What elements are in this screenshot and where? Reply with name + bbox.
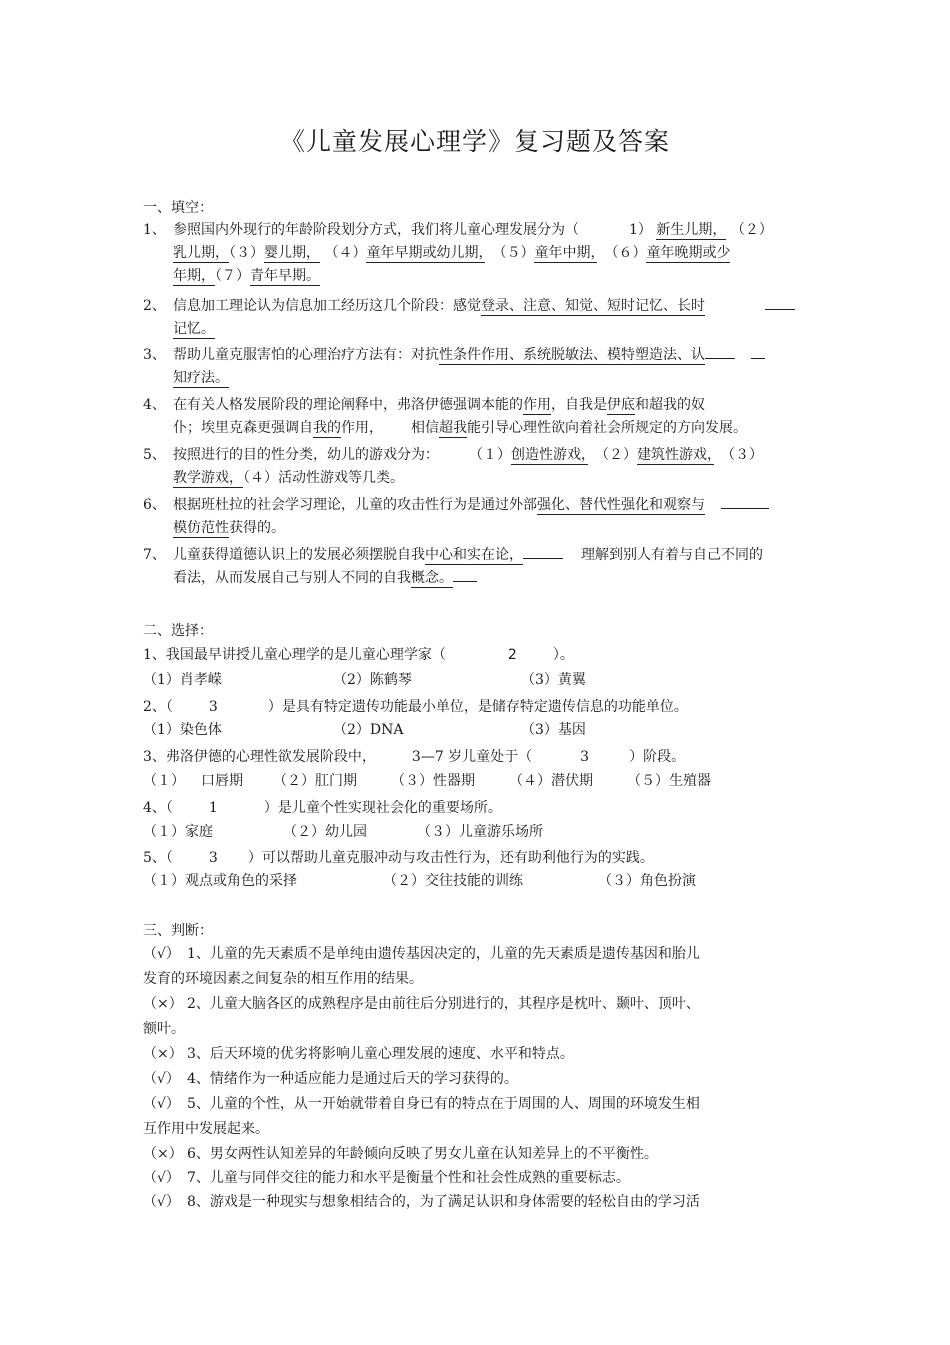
judge-item-1: （√） 1、儿童的先天素质不是单纯由遗传基因决定的，儿童的先天素质是遗传基因和胎儿 发育的环境因素之间复杂的相互作用的结果。 bbox=[143, 946, 700, 987]
choice-question-4: 4、（ 1 ）是儿童个性实现社会化的重要场所。 bbox=[143, 800, 502, 816]
fill-question-3: 3、 帮助儿童克服害怕的心理治疗方法有：对抗性条件作用、系统脱敏法、模特塑造法、认 知疗法。 bbox=[143, 344, 808, 390]
choice-question-2: 2、（ 3 ）是具有特定遗传功能最小单位，是储存特定遗传信息的功能单位。 bbox=[143, 699, 688, 715]
judge-item-8: （√） 8、游戏是一种现实与想象相结合的，为了满足认识和身体需要的轻松自由的学习活 bbox=[143, 1194, 700, 1210]
judge-item-7: （√） 7、儿童与同伴交往的能力和水平是衡量个性和社会性成熟的重要标志。 bbox=[143, 1170, 630, 1186]
judge-item-4: （√） 4、情绪作为一种适应能力是通过后天的学习获得的。 bbox=[143, 1071, 518, 1087]
choice-question-5: 5、（ 3 ）可以帮助儿童克服冲动与攻击性行为，还有助利他行为的实践。 bbox=[143, 850, 654, 866]
judge-item-2: （×） 2、儿童大脑各区的成熟程序是由前往后分别进行的，其程序是枕叶、颞叶、顶叶、 额叶。 bbox=[143, 996, 700, 1037]
choice-question-1: 1、我国最早讲授儿童心理学的是儿童心理学家（ 2 ）。 bbox=[143, 647, 574, 663]
judge-item-6: （×） 6、男女两性认知差异的年龄倾向反映了男女儿童在认知差异上的不平衡性。 bbox=[143, 1146, 658, 1162]
section-heading-choice: 二、选择： bbox=[143, 623, 213, 639]
section-heading-judge: 三、判断： bbox=[143, 923, 213, 939]
fill-question-6: 6、 根据班杜拉的社会学习理论，儿童的攻击性行为是通过外部强化、替代性强化和观察与 模仿范性获得的。 bbox=[143, 494, 808, 540]
judge-item-5: （√） 5、儿童的个性，从一开始就带着自身已有的特点在于周围的人、周围的环境发生相 互作用中发展起来。 bbox=[143, 1096, 700, 1137]
choice-question-3: 3、弗洛伊德的心理性欲发展阶段中， 3—7 岁儿童处于（ 3 ）阶段。 bbox=[143, 749, 686, 765]
fill-question-2: 2、 信息加工理论认为信息加工经历这几个阶段：感觉登录、注意、知觉、短时记忆、长时 记忆。 bbox=[143, 295, 808, 341]
fill-question-5: 5、 按照进行的目的性分类，幼儿的游戏分为： （１）创造性游戏， （２）建筑性游戏， （３） 教学游戏，（４）活动性游戏等几类。 bbox=[143, 447, 763, 486]
fill-question-1: 1、 参照国内外现行的年龄阶段划分方式，我们将儿童心理发展分为（ 1） 新生儿期， （２） 乳儿期，（３）婴儿期， （４）童年早期或幼儿期， （５）童年中期， （６）童年晚期或少 年期，（７）青年早期。 bbox=[143, 222, 773, 284]
section-heading-fill: 一、填空： bbox=[143, 200, 213, 216]
fill-question-4: 4、 在有关人格发展阶段的理论阐释中，弗洛伊德强调本能的作用，自我是伊底和超我的奴 仆；埃里克森更强调自我的作用， 相信超我能引导心理性欲向着社会所规定的方向发展。 bbox=[143, 397, 747, 436]
fill-question-7: 7、 儿童获得道德认识上的发展必须摆脱自我中心和实在论， 理解到别人有着与自己不同的 看法，从而发展自己与别人不同的自我概念。 bbox=[143, 547, 763, 586]
judge-item-3: （×） 3、后天环境的优劣将影响儿童心理发展的速度、水平和特点。 bbox=[143, 1046, 574, 1062]
document-page: 《儿童发展心理学》复习题及答案 一、填空： 1、 参照国内外现行的年龄阶段划分方式，我们将儿童心理发展分为（ 1） 新生儿期， （２） 乳儿期，（３）婴儿期， （４）童年早期或幼儿期， （５）童年中期， （６）童年晚期或少 年期，（７）青年早期。 2、 信息加工理论认为信息加工经历这几个阶段：感觉登录、注意、知觉、短时记忆、长时 记忆。 3、 帮助儿童克服害怕的心理治疗方法有：对抗性条件作用、系统脱敏法、模特塑造法、认 知疗法。 4、 在有关人格发展阶段的理论阐释中，弗洛伊德强调本能的作用，自我是伊底和超我的奴 仆；埃里克森更强调自我的作用， 相信超我能引导心理性欲向着社会所规定的方向发展。 5、 按照进行的目的性分类，幼儿的游戏分为： （１）创造性游戏， （２）建筑性游戏， （３） 教学游戏，（４）活动性游戏等几类。 6、 根据班杜拉的社会学习理论，儿童的攻击性行为是通过外部强化、替代性强化和观察与 模仿范性获得的。 7、 儿童获得道德认识上的发展必须摆脱自我中心和实在论， 理解到别人有着与自己不同的 看法，从而发展自己与别人不同的自我概念。 二、选择： 1、我国最早讲授儿童心理学的是儿童心理学家（ 2 ）。 （1）肖孝嵘 （2）陈鹤琴 （3）黄翼 2、（ 3 ）是具有特定遗传功能最小单位，是储存特定遗传信息的功能单位。 （1）染色体 （2）DNA （3）基因 3、弗洛伊德的心理性欲发展阶段中， 3—7 岁儿童处于（ 3 ）阶段。 （１） 口唇期 （２）肛门期 （３）性器期 （４）潜伏期 （５）生殖器 4、（ 1 ）是儿童个性实现社会化的重要场所。 （１）家庭 （２）幼儿园 （３）儿童游乐场所 5、（ 3 ）可以帮助儿童克服冲动与攻击性行为，还有助利他行为的实践。 （１）观点或角色的采择 （２）交往技能的训练 （３）角色扮演 三、判断： （√） 1、儿童的先天素质不是单纯由遗传基因决定的，儿童的先天素质是遗传基因和胎儿 发育的环境因素之间复杂的相互作用的结果。 （×） 2、儿童大脑各区的成熟程序是由前往后分别进行的，其程序是枕叶、颞叶、顶叶、 额叶。 （×） 3、后天环境的优劣将影响儿童心理发展的速度、水平和特点。 （√） 4、情绪作为一种适应能力是通过后天的学习获得的。 （√） 5、儿童的个性，从一开始就带着自身已有的特点在于周围的人、周围的环境发生相 互作用中发展起来。 （×） 6、男女两性认知差异的年龄倾向反映了男女儿童在认知差异上的不平衡性。 （√） 7、儿童与同伴交往的能力和水平是衡量个性和社会性成熟的重要标志。 （√） 8、游戏是一种现实与想象相结合的，为了满足认识和身体需要的轻松自由的学习活 bbox=[0, 0, 950, 1345]
page-title: 《儿童发展心理学》复习题及答案 bbox=[279, 127, 670, 156]
